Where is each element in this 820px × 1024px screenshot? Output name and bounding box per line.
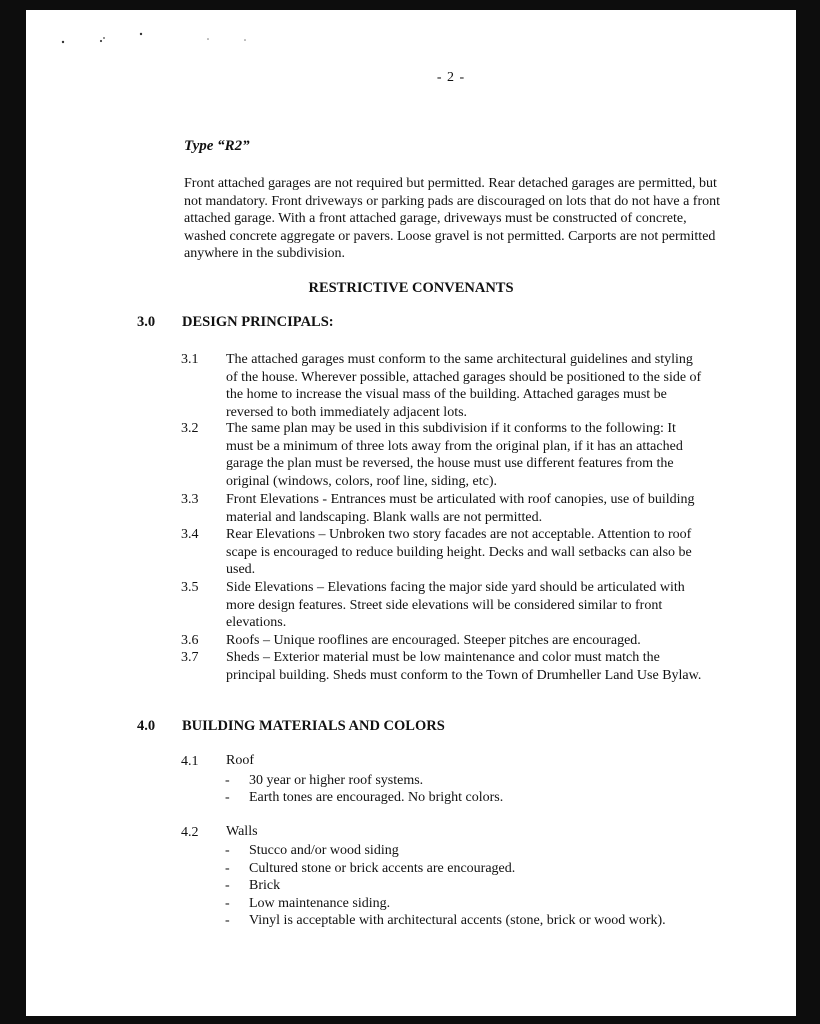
bullet-dash: - — [225, 790, 230, 805]
section-number: 3.0 — [137, 314, 156, 330]
subsection-number: 4.2 — [181, 825, 199, 840]
item-number: 3.5 — [181, 580, 199, 595]
bullet-text: Vinyl is acceptable with architectural accents (stone, brick or wood work). — [249, 913, 666, 928]
document-page — [26, 10, 796, 1016]
item-text: Roofs – Unique rooflines are encouraged. Steeper pitches are encouraged. — [226, 633, 641, 648]
section-number: 4.0 — [137, 718, 156, 734]
subsection-title: Roof — [226, 753, 254, 768]
bullet-text: Low maintenance siding. — [249, 896, 391, 911]
section-title: DESIGN PRINCIPALS: — [182, 314, 334, 330]
item-text: Front Elevations - Entrances must be articulated with roof canopies, use of building material and landscaping. Blank walls are not permitted. — [226, 492, 695, 525]
section-title: BUILDING MATERIALS AND COLORS — [182, 718, 445, 734]
bullet-dash: - — [225, 861, 230, 876]
bullet-dash: - — [225, 878, 230, 893]
item-text: The attached garages must conform to the same architectural guidelines and styling of the house. Wherever possible, attached garages should be positioned to the side of the home to increase the visual mass of the building. Attached garages must be reversed to both immediately adjacent lots. — [226, 352, 702, 420]
bullet-dash: - — [225, 843, 230, 858]
bullet-text: Stucco and/or wood siding — [249, 843, 399, 858]
item-number: 3.3 — [181, 492, 199, 507]
item-number: 3.1 — [181, 352, 199, 367]
bullet-text: Brick — [249, 878, 281, 893]
item-number: 3.7 — [181, 650, 199, 665]
bullet-dash: - — [225, 913, 230, 928]
item-number: 3.4 — [181, 527, 199, 542]
intro-paragraph: Front attached garages are not required but permitted. Rear detached garages are permitted, but not mandatory. Front driveways or parking pads are discouraged on lots that do not have a front attached garage. With a front attached garage, driveways must be constructed of concrete, washed concrete aggregate or pavers. Loose gravel is not permitted. Carports are not permitted anywhere in the subdivision. — [184, 176, 721, 262]
item-text: Sheds – Exterior material must be low maintenance and color must match the principal building. Sheds must conform to the Town of Drumheller Land Use Bylaw. — [226, 650, 702, 683]
bullet-text: 30 year or higher roof systems. — [249, 773, 424, 788]
restrictive-convenants-heading: RESTRICTIVE CONVENANTS — [308, 280, 514, 296]
item-text: The same plan may be used in this subdivision if it conforms to the following: It must be a minimum of three lots away from the original plan, if it has an attached garage the plan must be reversed, the house must use different features from the original (windows, colors, roof line, siding, etc). — [226, 421, 683, 489]
bullet-dash: - — [225, 896, 230, 911]
subsection-number: 4.1 — [181, 754, 199, 769]
subsection-title: Walls — [226, 824, 258, 839]
item-number: 3.2 — [181, 421, 199, 436]
page-number: - 2 - — [436, 70, 466, 85]
item-text: Side Elevations – Elevations facing the major side yard should be articulated with more design features. Street side elevations will be considered similar to front elevations. — [226, 580, 685, 630]
type-heading: Type “R2” — [184, 138, 250, 154]
bullet-text: Earth tones are encouraged. No bright colors. — [249, 790, 504, 805]
scan-specks — [26, 10, 286, 70]
item-text: Rear Elevations – Unbroken two story facades are not acceptable. Attention to roof scape is encouraged to reduce building height. Decks and wall setbacks can also be used. — [226, 527, 692, 577]
bullet-dash: - — [225, 773, 230, 788]
bullet-text: Cultured stone or brick accents are encouraged. — [249, 861, 516, 876]
item-number: 3.6 — [181, 633, 199, 648]
